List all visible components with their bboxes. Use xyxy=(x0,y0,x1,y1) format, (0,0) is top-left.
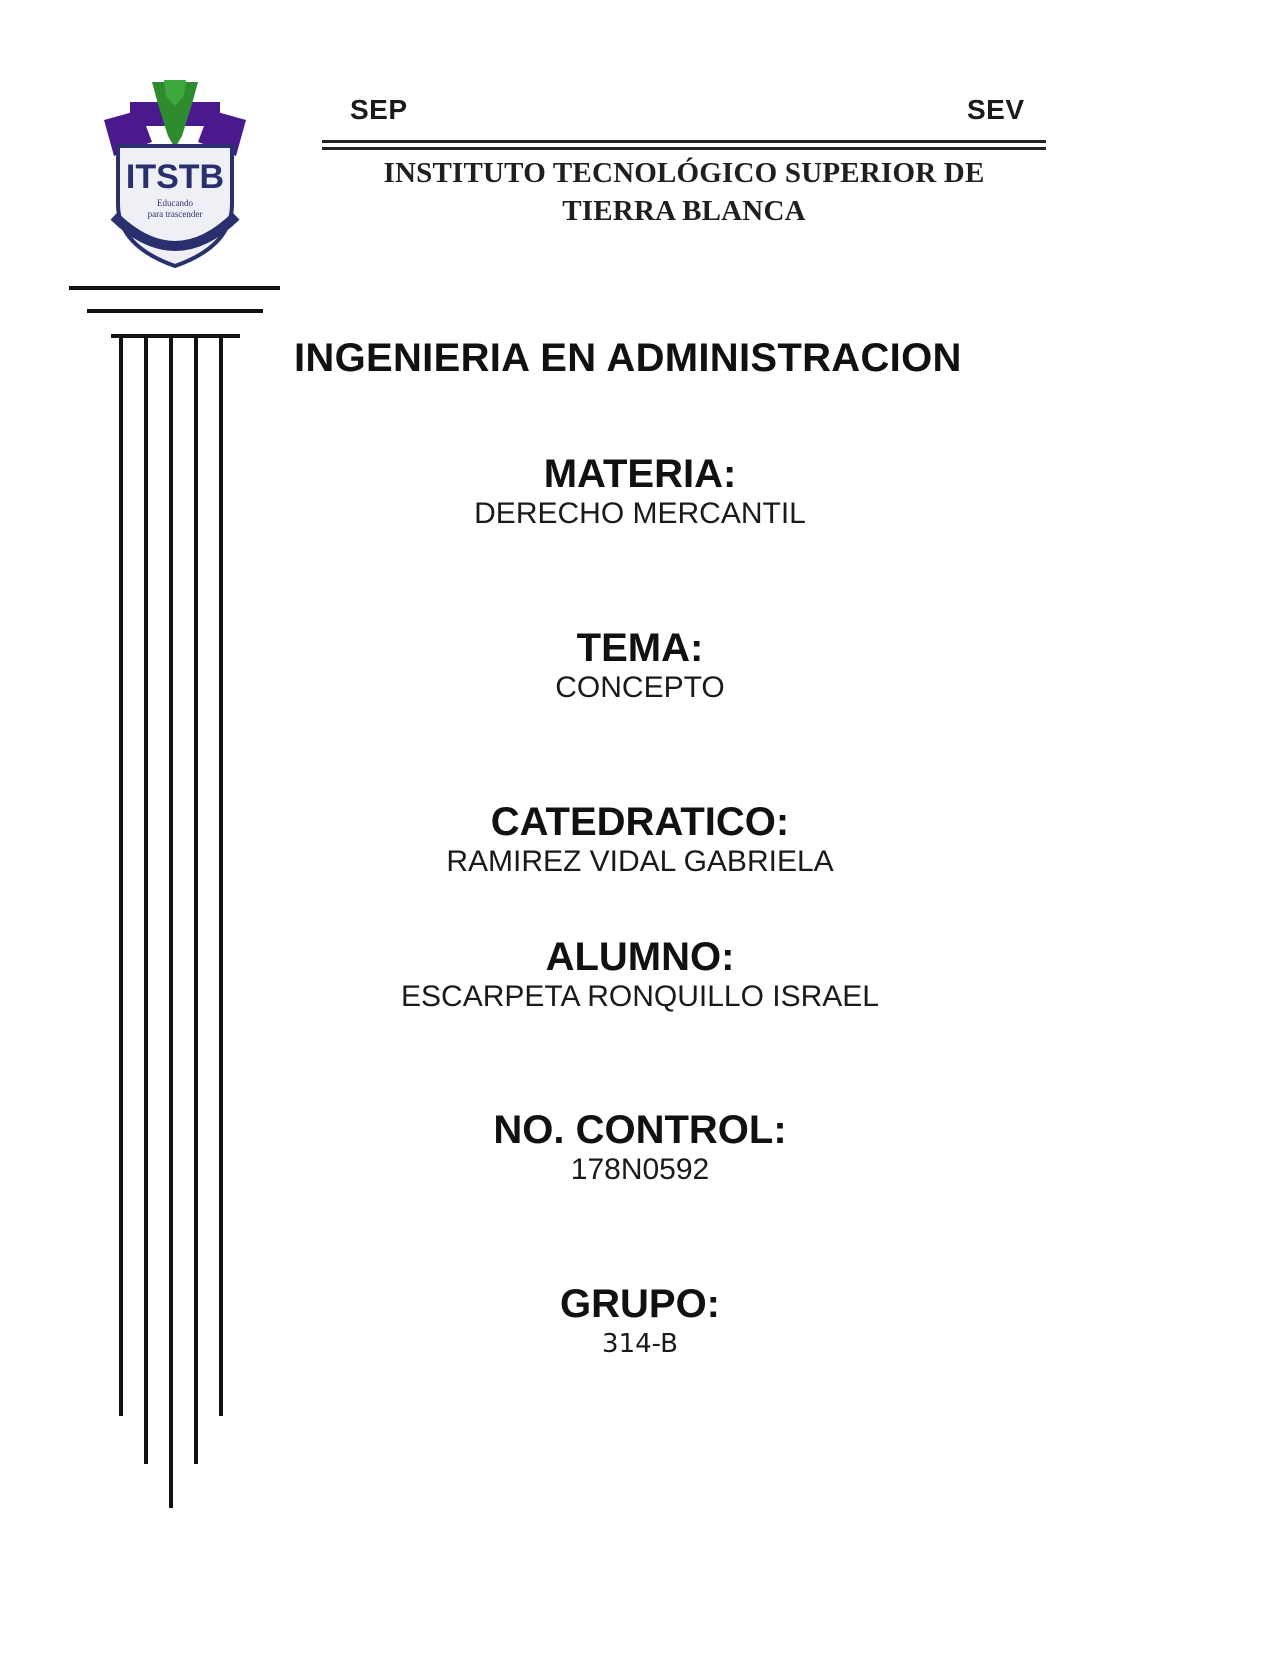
pillar-shaft-3 xyxy=(169,336,173,1508)
career-title: INGENIERIA EN ADMINISTRACION xyxy=(294,336,962,380)
header-rule-top xyxy=(322,140,1046,143)
pillar-cap-line-1 xyxy=(69,286,280,290)
field-catedratico xyxy=(340,800,940,880)
institute-name xyxy=(322,154,1046,230)
header-sev-label: SEV xyxy=(967,94,1025,125)
alumno-label: ALUMNO: xyxy=(545,935,735,979)
no-control-value: 178N0592 xyxy=(570,1153,710,1186)
institute-logo xyxy=(100,76,250,276)
materia-label: MATERIA: xyxy=(543,452,737,496)
logo-letters: ITSTB xyxy=(125,158,225,196)
pillar-shaft-1 xyxy=(119,336,123,1416)
svg-text:Educando: Educando xyxy=(157,198,193,208)
tema-value: CONCEPTO xyxy=(555,671,725,704)
field-no-control xyxy=(340,1108,940,1188)
catedratico-value: RAMIREZ VIDAL GABRIELA xyxy=(446,845,834,878)
header-rule-bottom xyxy=(322,147,1046,150)
grupo-value: 314-B xyxy=(602,1329,678,1359)
field-grupo xyxy=(340,1282,940,1362)
institute-name-line2: TIERRA BLANCA xyxy=(562,195,806,227)
pillar-shaft-5 xyxy=(219,336,223,1416)
grupo-label: GRUPO: xyxy=(560,1282,720,1326)
tema-label: TEMA: xyxy=(576,626,704,670)
header-sep-label: SEP xyxy=(350,94,408,125)
alumno-value: ESCARPETA RONQUILLO ISRAEL xyxy=(401,980,879,1013)
pillar-shaft-2 xyxy=(144,336,148,1464)
pillar-shaft-4 xyxy=(194,336,198,1464)
pillar-cap-line-3 xyxy=(111,334,240,338)
materia-value: DERECHO MERCANTIL xyxy=(474,497,806,530)
pillar-cap-line-2 xyxy=(87,309,263,313)
no-control-label: NO. CONTROL: xyxy=(493,1108,787,1152)
institute-name-line1: INSTITUTO TECNOLÓGICO SUPERIOR DE xyxy=(383,157,985,189)
field-tema xyxy=(340,626,940,706)
field-alumno xyxy=(340,935,940,1015)
field-materia xyxy=(340,452,940,532)
svg-text:para trascender: para trascender xyxy=(147,209,203,219)
catedratico-label: CATEDRATICO: xyxy=(490,800,790,844)
